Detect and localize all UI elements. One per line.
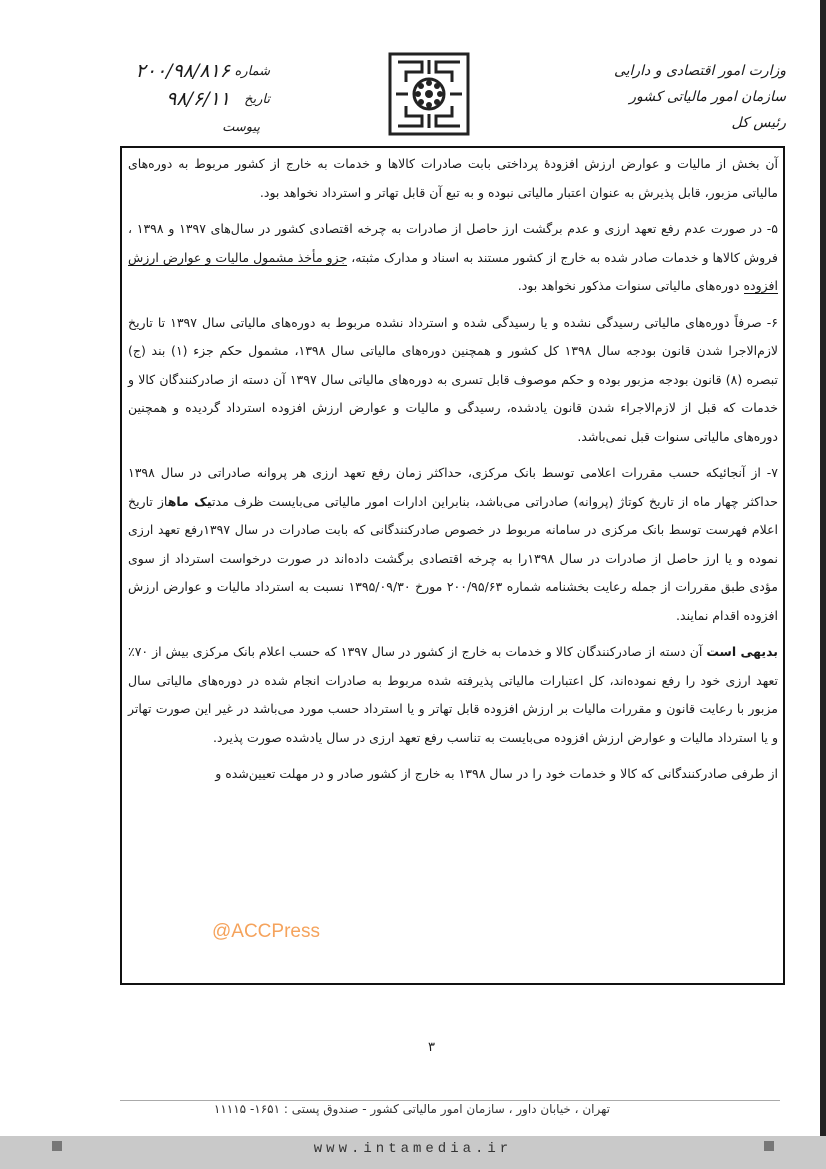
letter-body: [128, 150, 778, 797]
bold-phrase: یک ماه: [167, 493, 213, 509]
ministry-header: [586, 58, 786, 136]
paragraph-text: آن بخش از مالیات و عوارض ارزش افزودهٔ پرداختی بابت صادرات کالاها و خدمات به خارج از کشور مربوط به دوره‌های مالیاتی مزبور، قابل پذیرش به عنوان اعتبار مالیاتی نبوده و به تبع آن قابل تهاتر و استرداد نخواهد بود.: [128, 156, 778, 200]
site-domain: www.intamedia.ir: [313, 1141, 513, 1157]
signatory-title: رئیس کل: [731, 115, 786, 131]
paragraph-final: [128, 760, 778, 789]
paragraph-text: ۵- در صورت عدم رفع تعهد ارزی و عدم برگشت ارز حاصل از صادرات به چرخه اقتصادی کشور در سال‌های ۱۳۹۷ و ۱۳۹۸ ، فروش کالاها و خدمات صادر شده به خارج از کشور مستند به اسناد و مدارک مثبته،: [128, 221, 778, 265]
attachment-row: [110, 116, 270, 138]
paragraph-text: ۶- صرفاً دوره‌های مالیاتی رسیدگی نشده و یا رسیدگی شده و استرداد نشده مربوط به دوره‌های مالیاتی سال ۱۳۹۷ تا تاریخ لازم‌الاجرا شدن قانون بودجه سال ۱۳۹۸ کل کشور و همچنین دوره‌های مالیاتی سال ۱۳۹۸، مشمول حکم جزء (۱) بند (ج) تبصره (۸) قانون بودجه مزبور بوده و حکم موصوف قابل تسری به دوره‌های مالیاتی سال ۱۳۹۷ آن دسته از صادرکنندگان کالا و خدمات که قبل از لازم‌الاجراء شدن قانون یادشده، رسیدگی و مالیات و عوارض ارزش افزوده استرداد گردیده و همچنین دوره‌های مالیاتی سنوات قبل نمی‌باشد.: [128, 314, 779, 444]
paragraph-note: [128, 638, 778, 752]
paragraph-continuation: [128, 150, 778, 207]
paragraph-text: آن دسته از صادرکنندگان کالا و خدمات به خارج از کشور در سال ۱۳۹۷ که حسب اعلام بانک مرکزی بیش از ۷۰٪ تعهد ارزی خود را رفع نموده‌اند، کل اعتبارات مالیاتی پذیرفته شده مربوط به صادرات انجام شده در دوره‌های مالیاتی سال مزبور با رعایت قانون و مقررات مالیات بر ارزش افزوده قابل تهاتر و یا استرداد حسب مورد می‌باشد در غیر این صورت تهاتر و یا استرداد مالیات و عوارض ارزش افزوده می‌بایست به تناسب رفع تعهد ارزی در سال یادشده صورت پذیرد.: [128, 644, 778, 745]
page-number: ۳: [428, 1040, 435, 1055]
footer-address: تهران ، خیابان داور ، سازمان امور مالیاتی کشور - صندوق پستی : ۱۶۵۱- ۱۱۱۱۵: [213, 1102, 610, 1116]
number-label: شماره: [234, 64, 270, 79]
paragraph-item-5: [128, 215, 778, 301]
letter-meta: [110, 60, 270, 138]
footer-divider: [120, 1100, 780, 1101]
paragraph-text: ۷- از آنجائیکه حسب مقررات اعلامی توسط بانک مرکزی، حداکثر زمان رفع تعهد ارزی هر پروانه صادراتی در سال ۱۳۹۸ حداکثر چهار ماه از تاریخ کوتاژ (پروانه) صادراتی می‌باشد، بنابراین ادارات امور مالیاتی می‌بایست ظرف مدت: [128, 465, 778, 509]
letter-date-row: [110, 88, 270, 116]
ministry-name: وزارت امور اقتصادی و دارایی: [613, 63, 786, 79]
paragraph-text: از تاریخ اعلام فهرست توسط بانک مرکزی در سامانه مربوط در خصوص صادرکنندگانی که بابت صادرات در سال ۱۳۹۷رفع تعهد ارزی نموده و یا ارز حاصل از صادرات در سال ۱۳۹۸را به چرخه اقتصادی برگشت داده‌اند در صورت درخواست استرداد از سوی مؤدی طبق مقررات از جمله رعایت بخشنامه شماره ۲۰۰/۹۵/۶۳ مورخ ۱۳۹۵/۰۹/۳۰ نسبت به استرداد مالیات و عوارض ارزش افزوده اقدام نمایند.: [128, 493, 779, 623]
scan-edge: [820, 0, 826, 1169]
letter-number: ۲۰۰/۹۸/۸۱۶: [135, 60, 230, 82]
paragraph-text: دوره‌های مالیاتی سنوات مذکور نخواهد بود.: [517, 278, 744, 293]
bold-phrase: بدیهی است: [706, 644, 778, 659]
paragraph-item-7: [128, 459, 778, 630]
paragraph-item-6: [128, 309, 778, 452]
letter-number-row: [110, 60, 270, 88]
letter-date: ۹۸/۶/۱۱: [166, 88, 230, 110]
date-label: تاریخ: [244, 92, 270, 107]
attachment-label: پیوست: [222, 120, 260, 135]
organization-name: سازمان امور مالیاتی کشور: [629, 89, 786, 105]
watermark: @ACCPress: [212, 921, 320, 942]
underlined-phrase: جزو مأخذ مشمول مالیات و عوارض ارزش افزوده: [128, 249, 778, 293]
tax-organization-emblem-icon: [386, 50, 472, 138]
paragraph-text: از طرفی صادرکنندگانی که کالا و خدمات خود را در سال ۱۳۹۸ به خارج از کشور صادر و در مهلت تعیین‌شده و: [215, 766, 778, 781]
